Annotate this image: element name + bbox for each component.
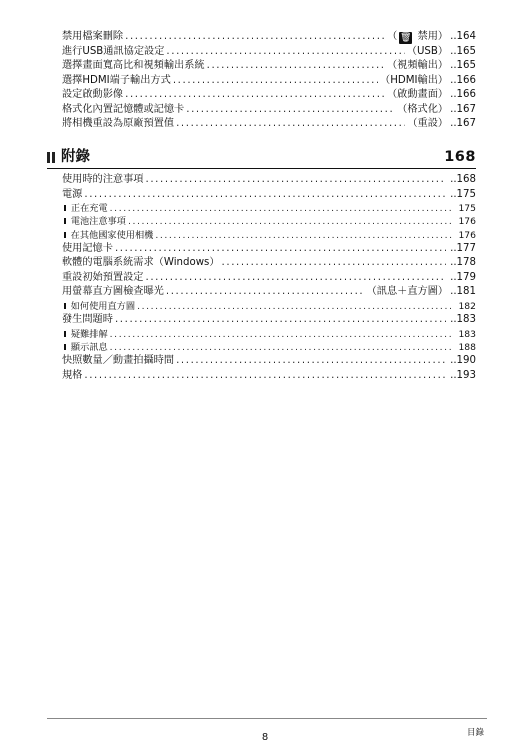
leader-dots	[222, 256, 447, 271]
leader-dots	[176, 117, 405, 132]
toc-entry-title: 選擇HDMI端子輸出方式	[62, 74, 171, 86]
leader-dots	[173, 74, 378, 89]
section-page-number: 168	[444, 149, 476, 165]
toc-entry-ref: （HDMI輸出）	[380, 74, 449, 86]
toc-entry[interactable]	[62, 313, 476, 328]
toc-entry-page: 183	[458, 328, 476, 340]
toc-subentry[interactable]	[62, 341, 476, 354]
toc-entry-page: ..167	[450, 118, 476, 129]
toc-entry[interactable]	[62, 285, 476, 300]
toc-entry[interactable]	[62, 45, 476, 60]
leader-dots	[115, 242, 446, 257]
toc-entry-title: 重設初始預置設定	[62, 271, 144, 283]
toc-entry[interactable]	[62, 30, 476, 45]
toc-entry-title: 設定啟動影像	[62, 89, 124, 100]
leader-dots	[84, 369, 446, 384]
toc-entry-page: ..193	[450, 369, 476, 381]
toc-entry-page: ..165	[450, 60, 476, 71]
toc-entry-page: ..166	[450, 89, 476, 100]
leader-dots	[207, 59, 385, 74]
toc-entry-ref: （USB）	[406, 45, 449, 57]
toc-entry[interactable]	[62, 173, 476, 188]
toc-entry[interactable]	[62, 369, 476, 384]
trash-icon: 🗑︎	[400, 33, 412, 43]
toc-entry-page: ..165	[450, 45, 476, 57]
toc-entry-page: 188	[458, 341, 476, 353]
toc-entry[interactable]	[62, 354, 476, 369]
leader-dots	[115, 313, 446, 328]
section-heading[interactable]	[47, 149, 476, 169]
toc-entry-ref: （視頻輸出）	[386, 60, 449, 71]
toc-appendix-list	[62, 173, 476, 383]
toc-entry-title: 如何使用直方圖	[70, 300, 136, 312]
toc-entry-title: 軟體的電腦系統需求（Windows）	[62, 257, 220, 269]
toc-entry-ref: （ 🗑︎ 禁用）	[387, 31, 449, 43]
toc-entry-title: 規格	[62, 369, 83, 381]
toc-entry-page: ..164	[450, 31, 476, 42]
leader-dots	[166, 285, 365, 300]
leader-dots	[125, 88, 385, 103]
toc-entry-title: 選擇畫面寬高比和視頻輸出系統	[62, 60, 205, 71]
toc-entry-page: 176	[458, 229, 476, 241]
toc-entry-page: ..177	[450, 242, 476, 254]
toc-entry-page: 176	[458, 216, 476, 228]
toc-entry[interactable]	[62, 103, 476, 118]
footer-page-number: 8	[261, 732, 269, 743]
toc-entry-title: 格式化內置記憶體或記憶卡	[62, 103, 185, 115]
toc-entry-page: ..166	[450, 74, 476, 86]
toc-entry[interactable]	[62, 242, 476, 257]
leader-dots	[84, 188, 446, 203]
toc-entry-ref: （格式化）	[397, 103, 449, 115]
bullet-icon	[64, 344, 66, 350]
bullet-icon	[64, 205, 66, 211]
leader-dots	[110, 341, 455, 354]
toc-entry-title: 發生問題時	[62, 314, 113, 326]
leader-dots	[110, 328, 455, 341]
toc-subentry[interactable]	[62, 202, 476, 215]
leader-dots	[146, 271, 447, 286]
bullet-icon	[64, 232, 66, 238]
footer-divider	[47, 718, 487, 719]
toc-entry-ref: （重設）	[407, 118, 449, 129]
toc-entry-page: ..190	[450, 355, 476, 367]
toc-entry-title: 將相機重設為原廠預置值	[62, 118, 175, 129]
toc-entry-page: ..175	[450, 188, 476, 200]
toc-entry-title: 電源	[62, 188, 83, 200]
toc-entry-title: 進行USB通訊協定設定	[62, 45, 165, 57]
toc-entry-page: ..167	[450, 103, 476, 115]
bullet-icon	[64, 331, 66, 337]
leader-dots	[125, 30, 385, 45]
section-marker-icon	[47, 152, 55, 163]
toc-entry-ref: （訊息＋直方圖）	[366, 286, 449, 298]
leader-dots	[155, 229, 454, 242]
bullet-icon	[64, 218, 66, 224]
toc-subentry[interactable]	[62, 328, 476, 341]
section-title: 附錄	[61, 149, 90, 165]
toc-entry[interactable]	[62, 256, 476, 271]
toc-entry[interactable]	[62, 59, 476, 74]
leader-dots	[137, 300, 454, 313]
toc-entry-page: ..183	[450, 314, 476, 326]
leader-dots	[176, 354, 446, 369]
leader-dots	[128, 215, 455, 228]
toc-entry-title: 正在充電	[70, 203, 108, 214]
toc-subentry[interactable]	[62, 229, 476, 242]
leader-dots	[146, 173, 447, 188]
toc-entry[interactable]	[62, 188, 476, 203]
toc-entry-title: 用螢幕直方圖檢查曝光	[62, 286, 164, 298]
toc-entry-page: 182	[458, 300, 476, 312]
toc-entry[interactable]	[62, 88, 476, 103]
toc-entry[interactable]	[62, 74, 476, 89]
leader-dots	[110, 202, 455, 215]
toc-entry-title: 使用記憶卡	[62, 242, 113, 254]
toc-entry[interactable]	[62, 271, 476, 286]
toc-subentry[interactable]	[62, 300, 476, 313]
toc-entry-title: 電池注意事項	[70, 216, 126, 228]
footer-label[interactable]: 目錄	[466, 728, 484, 738]
toc-entry-ref: （啟動畫面）	[386, 89, 449, 100]
toc-entry-title: 使用時的注意事項	[62, 174, 144, 185]
toc-entry-page: 175	[458, 203, 476, 214]
toc-entry-page: ..178	[450, 257, 476, 269]
toc-entry-title: 在其他國家使用相機	[70, 229, 154, 241]
toc-subentry[interactable]	[62, 215, 476, 228]
toc-entry-page: ..168	[450, 174, 476, 185]
leader-dots	[166, 45, 404, 60]
bullet-icon	[64, 303, 66, 309]
toc-entry-title: 疑難排解	[70, 328, 108, 340]
toc-entry-page: ..179	[450, 271, 476, 283]
toc-top-list	[62, 30, 476, 132]
toc-entry-title: 禁用檔案刪除	[62, 31, 124, 42]
toc-entry-title: 快照數量／動畫拍攝時間	[62, 355, 175, 367]
toc-entry-title: 顯示訊息	[70, 341, 108, 353]
toc-entry[interactable]	[62, 117, 476, 132]
toc-entry-page: ..181	[450, 286, 476, 298]
leader-dots	[186, 103, 395, 118]
